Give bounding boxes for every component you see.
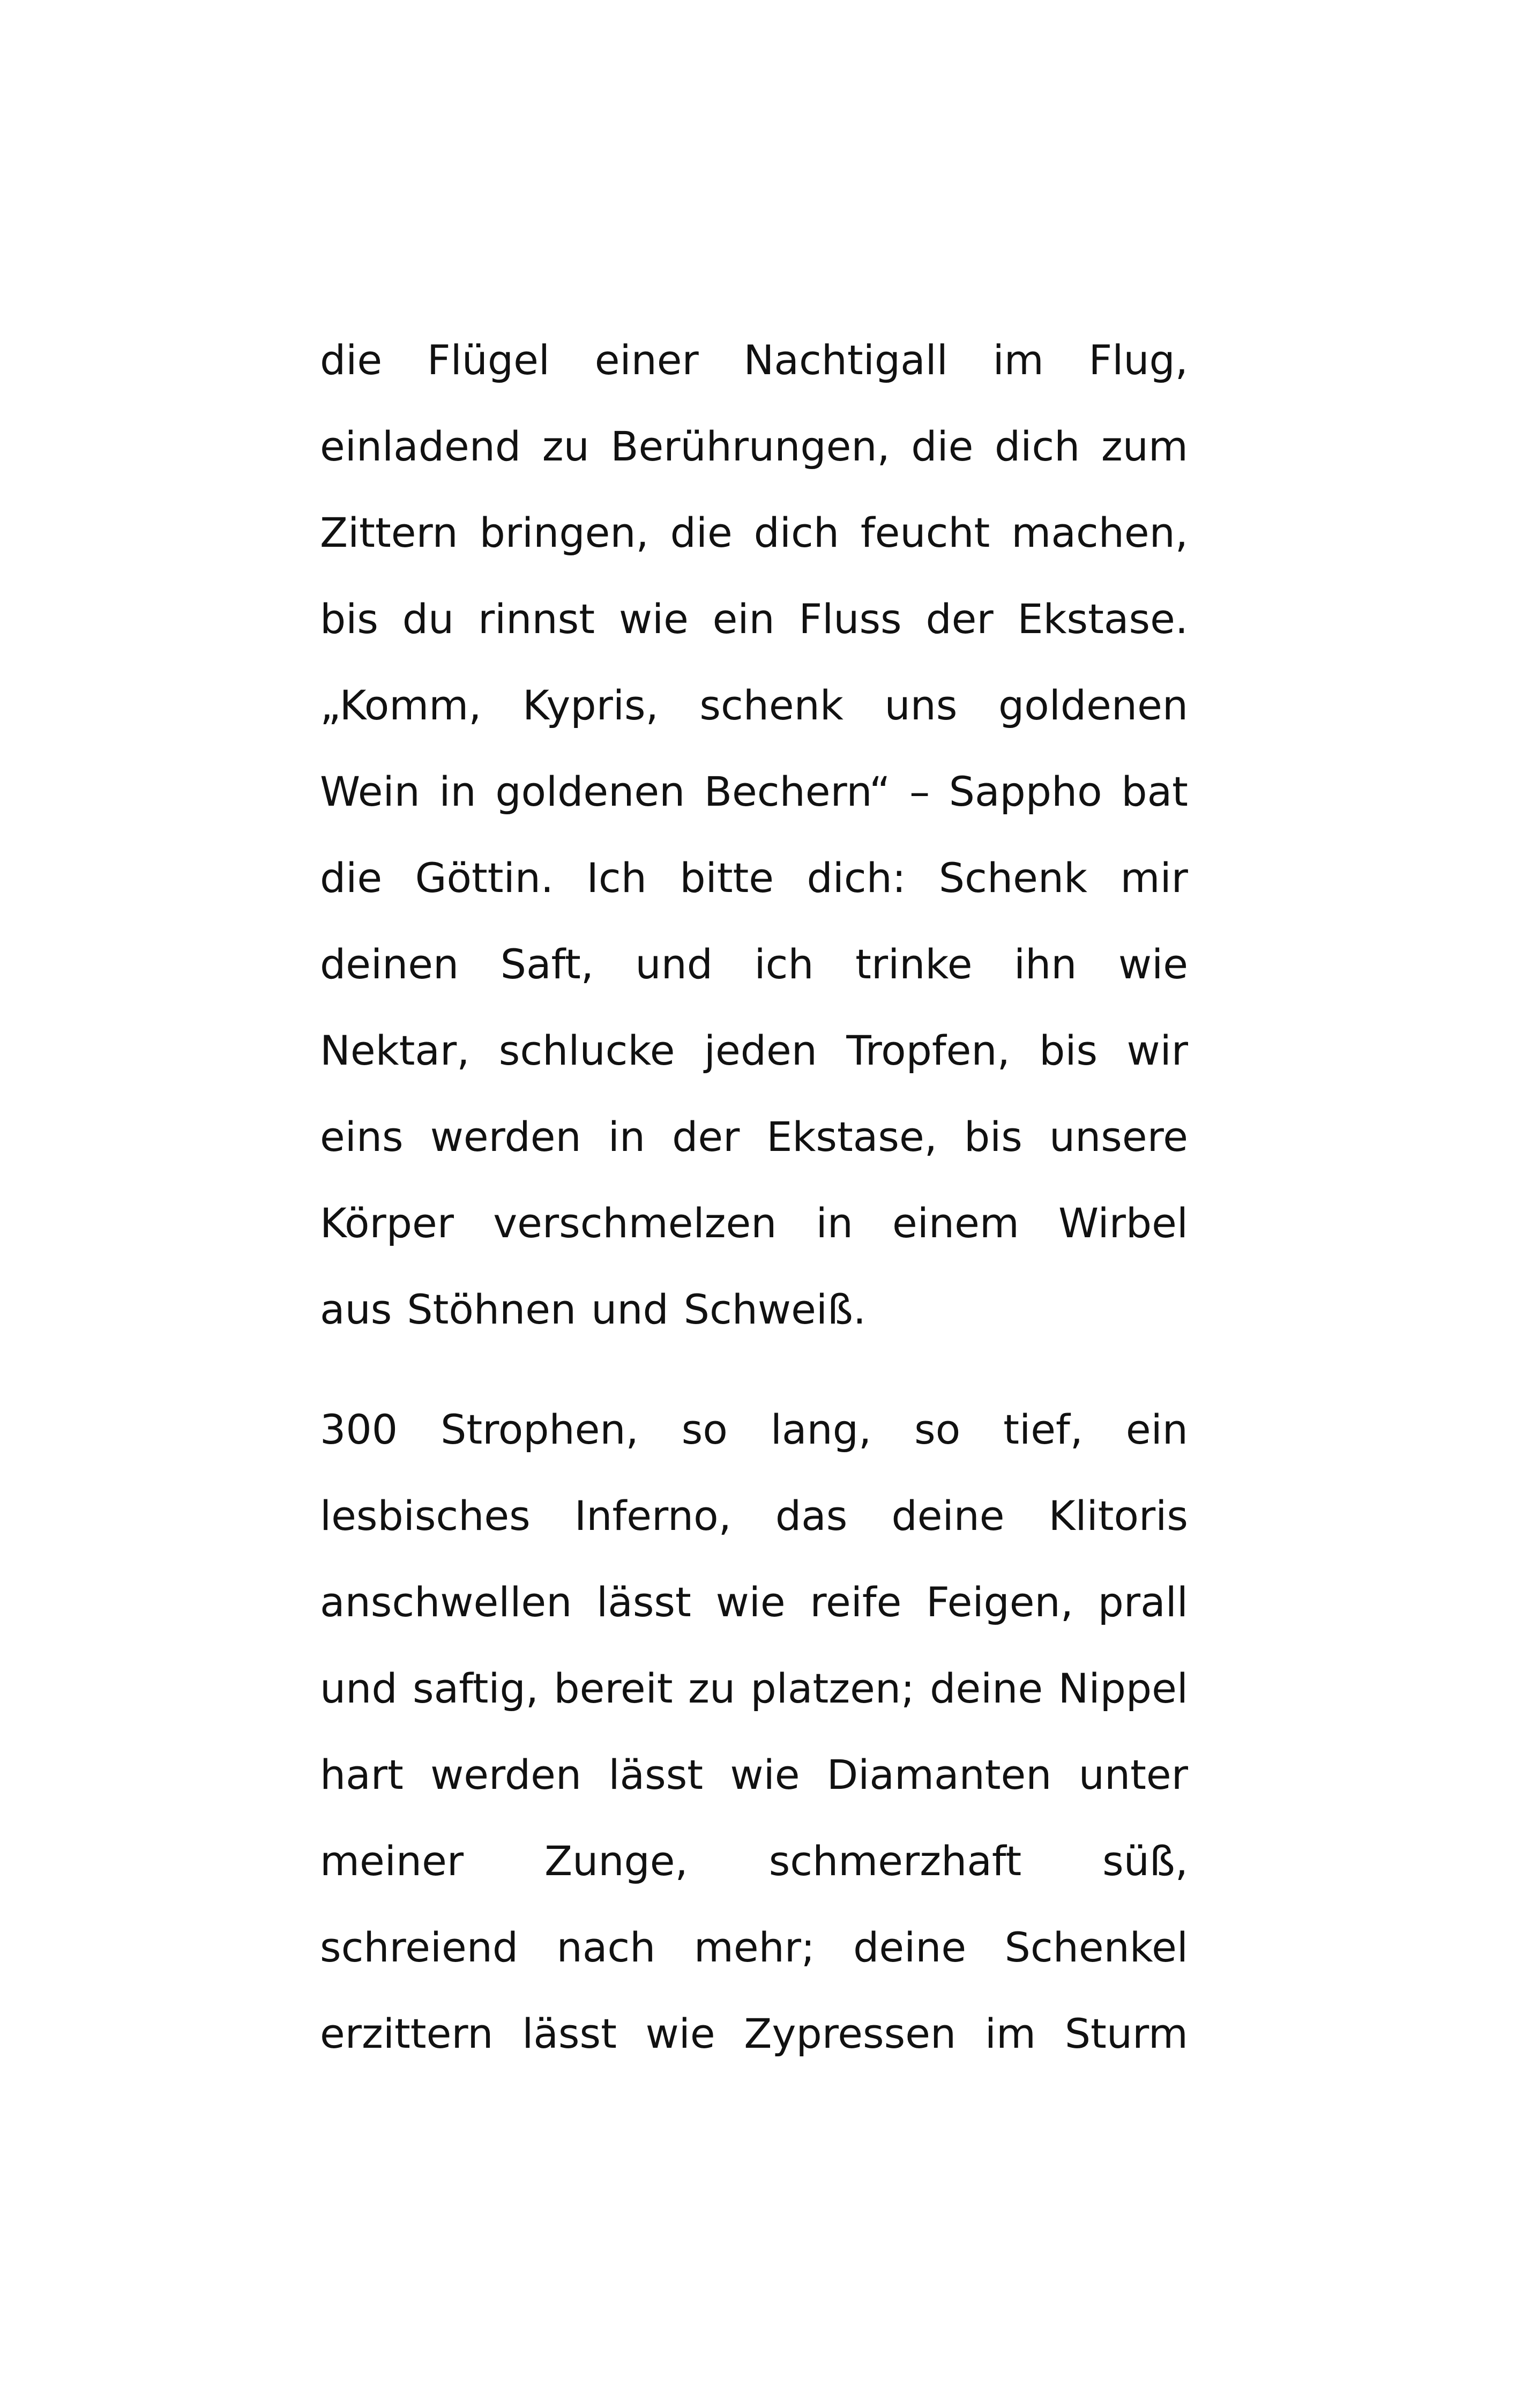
word: die <box>320 854 383 902</box>
word: mir <box>1120 854 1188 902</box>
word: bis <box>964 1113 1022 1161</box>
text-line <box>320 679 1188 765</box>
word: eins <box>320 1113 404 1161</box>
word: nach <box>556 1923 656 1971</box>
word: du <box>402 595 454 643</box>
word: zum <box>1101 422 1188 470</box>
word: Flügel <box>427 336 550 384</box>
word: bis <box>320 595 378 643</box>
word: goldenen <box>495 768 685 815</box>
word: hart <box>320 1751 404 1798</box>
word: bitte <box>680 854 774 902</box>
word: Nektar, <box>320 1027 470 1074</box>
word: Zittern <box>320 509 458 556</box>
word: 300 <box>320 1406 398 1453</box>
word: wie <box>715 1578 786 1626</box>
text-line <box>320 333 1188 420</box>
word: wie <box>645 2010 715 2057</box>
word: Strophen, <box>441 1406 639 1453</box>
word: Zunge, <box>544 1837 688 1885</box>
word: uns <box>884 681 958 729</box>
word: das <box>775 1492 848 1540</box>
word: bat <box>1121 768 1188 815</box>
word: wie <box>618 595 689 643</box>
word: Fluss <box>798 595 902 643</box>
word: Sturm <box>1064 2010 1188 2057</box>
word: mehr; <box>693 1923 815 1971</box>
word: einer <box>594 336 699 384</box>
word: dich <box>753 509 839 556</box>
text-line <box>320 851 1188 938</box>
word: reife <box>810 1578 902 1626</box>
word: deine <box>853 1923 967 1971</box>
word: meiner <box>320 1837 464 1885</box>
word: im <box>992 336 1044 384</box>
word: saftig, <box>413 1664 539 1712</box>
text-line <box>320 765 1188 851</box>
word: Schenkel <box>1004 1923 1188 1971</box>
word: Kypris, <box>522 681 659 729</box>
word: wie <box>1118 940 1188 988</box>
word: Zypressen <box>744 2010 957 2057</box>
word: werden <box>430 1113 581 1161</box>
word: lang, <box>770 1406 872 1453</box>
text-line <box>320 420 1188 506</box>
word: Feigen, <box>926 1578 1073 1626</box>
word: Flug, <box>1088 336 1188 384</box>
word: aus <box>320 1285 392 1333</box>
word: deine <box>930 1664 1043 1712</box>
word: machen, <box>1011 509 1188 556</box>
word: die <box>911 422 974 470</box>
word: einladend <box>320 422 521 470</box>
word: schlucke <box>498 1027 675 1074</box>
word: ein <box>712 595 775 643</box>
word: Schenk <box>938 854 1088 902</box>
word: in <box>608 1113 646 1161</box>
word: ihn <box>1013 940 1077 988</box>
word: feucht <box>860 509 990 556</box>
text-line <box>320 1489 1188 1575</box>
word: bis <box>1039 1027 1098 1074</box>
word: dich <box>994 422 1080 470</box>
word: – <box>909 768 930 815</box>
word: schenk <box>699 681 843 729</box>
word: Sappho <box>949 768 1102 815</box>
word: deine <box>891 1492 1005 1540</box>
word: ein <box>1125 1406 1188 1453</box>
word: Ekstase, <box>766 1113 937 1161</box>
word: dich: <box>807 854 906 902</box>
word: Bechern“ <box>704 768 891 815</box>
word: schmerzhaft <box>768 1837 1022 1885</box>
text-line <box>320 1834 1188 1921</box>
text-line <box>320 592 1188 679</box>
word: jeden <box>704 1027 817 1074</box>
word: lässt <box>596 1578 691 1626</box>
word: schreiend <box>320 1923 519 1971</box>
text-line <box>320 1024 1188 1110</box>
text-line <box>320 1403 1188 1489</box>
word: goldenen <box>998 681 1188 729</box>
word: ich <box>754 940 814 988</box>
word: Tropfen, <box>846 1027 1010 1074</box>
word: lässt <box>608 1751 704 1798</box>
word: Nachtigall <box>743 336 948 384</box>
word: süß, <box>1102 1837 1188 1885</box>
text-line <box>320 506 1188 592</box>
text-line <box>320 2007 1188 2093</box>
word: und <box>635 940 713 988</box>
word: anschwellen <box>320 1578 572 1626</box>
word: Klitoris <box>1048 1492 1188 1540</box>
text-line <box>320 1921 1188 2007</box>
word: prall <box>1098 1578 1188 1626</box>
text-line <box>320 1662 1188 1748</box>
word: so <box>681 1406 728 1453</box>
paragraph-2 <box>320 1403 1188 2093</box>
word: „Komm, <box>320 681 482 729</box>
word: unter <box>1078 1751 1188 1798</box>
word: Körper <box>320 1199 454 1247</box>
word: die <box>670 509 733 556</box>
word: wir <box>1126 1027 1188 1074</box>
word: der <box>672 1113 740 1161</box>
text-line <box>320 938 1188 1024</box>
word: zu <box>688 1664 736 1712</box>
word: deinen <box>320 940 459 988</box>
word: lässt <box>522 2010 617 2057</box>
word: tief, <box>1003 1406 1083 1453</box>
word: Berührungen, <box>610 422 890 470</box>
word: wie <box>730 1751 800 1798</box>
word: trinke <box>855 940 973 988</box>
word: einem <box>892 1199 1019 1247</box>
word: und <box>591 1285 669 1333</box>
word: Nippel <box>1058 1664 1188 1712</box>
word: Wirbel <box>1058 1199 1188 1247</box>
word: bereit <box>554 1664 673 1712</box>
word: platzen; <box>750 1664 915 1712</box>
word: bringen, <box>479 509 649 556</box>
word: rinnst <box>477 595 595 643</box>
text-line <box>320 1283 1188 1369</box>
word: Saft, <box>500 940 594 988</box>
paragraph-1 <box>320 333 1188 1369</box>
word: der <box>925 595 994 643</box>
word: unsere <box>1049 1113 1188 1161</box>
word: Ekstase. <box>1017 595 1188 643</box>
word: verschmelzen <box>493 1199 777 1247</box>
text-line <box>320 1196 1188 1283</box>
word: Diamanten <box>826 1751 1052 1798</box>
word: Stöhnen <box>407 1285 577 1333</box>
word: und <box>320 1664 398 1712</box>
word: in <box>439 768 476 815</box>
word: in <box>816 1199 853 1247</box>
text-line <box>320 1748 1188 1834</box>
word: Schweiß. <box>683 1285 866 1333</box>
word: die <box>320 336 383 384</box>
word: werden <box>430 1751 582 1798</box>
text-line <box>320 1575 1188 1662</box>
word: Inferno, <box>574 1492 731 1540</box>
word: Ich <box>586 854 647 902</box>
text-line <box>320 1110 1188 1196</box>
word: so <box>914 1406 961 1453</box>
word: zu <box>542 422 589 470</box>
word: lesbisches <box>320 1492 531 1540</box>
word: Wein <box>320 768 420 815</box>
word: im <box>984 2010 1036 2057</box>
word: erzittern <box>320 2010 494 2057</box>
word: Göttin. <box>415 854 554 902</box>
